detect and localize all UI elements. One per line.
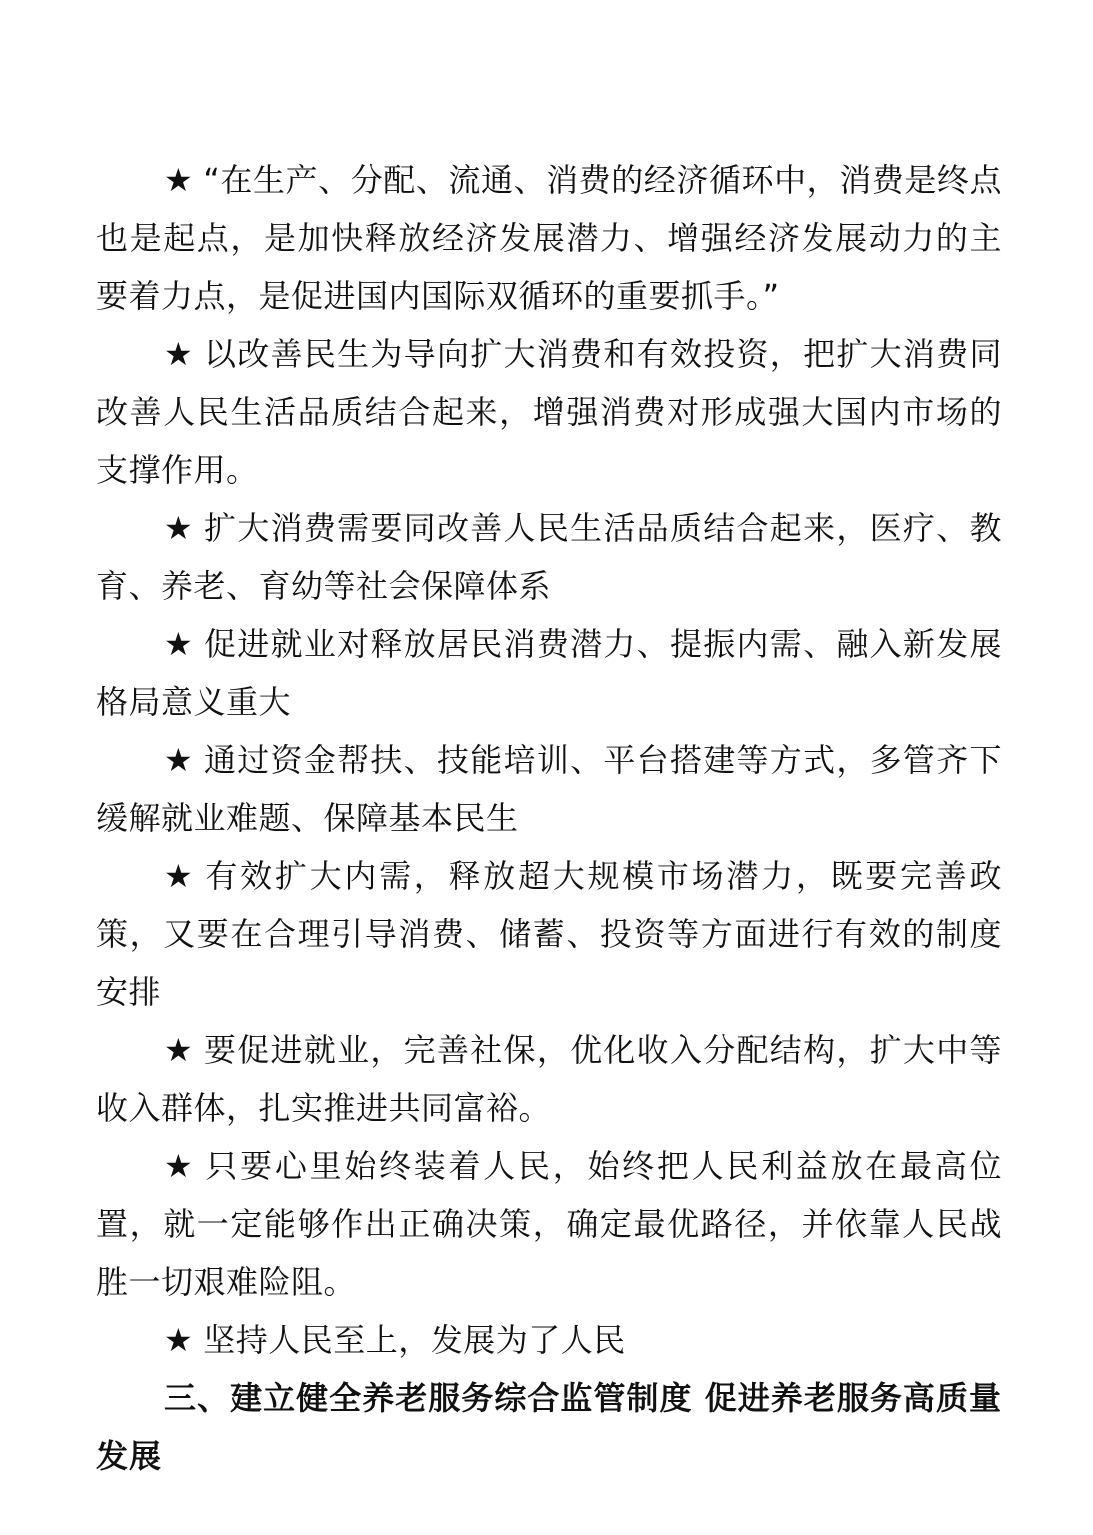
star-icon: ★ bbox=[164, 625, 194, 663]
section-heading: 三、建立健全养老服务综合监管制度 促进养老服务高质量发展 bbox=[96, 1379, 1002, 1475]
star-icon: ★ bbox=[164, 335, 194, 373]
star-icon: ★ bbox=[164, 1321, 194, 1359]
paragraph-text: 只要心里始终装着人民，始终把人民利益放在最高位置，就一定能够作出正确决策，确定最优路径，并依靠人民战胜一切艰难险阻。 bbox=[96, 1147, 1002, 1301]
bullet-paragraph-2 bbox=[96, 325, 1002, 499]
star-icon: ★ bbox=[164, 1147, 196, 1185]
paragraph-text: 通过资金帮扶、技能培训、平台搭建等方式，多管齐下缓解就业难题、保障基本民生 bbox=[96, 741, 1002, 837]
paragraph-text: 有效扩大内需，释放超大规模市场潜力，既要完善政策，又要在合理引导消费、储蓄、投资等方面进行有效的制度安排 bbox=[96, 857, 1002, 1011]
star-icon: ★ bbox=[164, 857, 196, 895]
paragraph-text: 以改善民生为导向扩大消费和有效投资，把扩大消费同改善人民生活品质结合起来，增强消费对形成强大国内市场的支撑作用。 bbox=[96, 335, 1002, 489]
star-icon: ★ bbox=[164, 741, 194, 779]
bullet-paragraph-1 bbox=[96, 151, 1002, 325]
paragraph-text: 扩大消费需要同改善人民生活品质结合起来，医疗、教育、养老、育幼等社会保障体系 bbox=[96, 509, 1002, 605]
bullet-paragraph-9 bbox=[96, 1311, 1002, 1369]
bullet-paragraph-8 bbox=[96, 1137, 1002, 1311]
bullet-paragraph-4 bbox=[96, 615, 1002, 731]
star-icon: ★ bbox=[164, 161, 194, 199]
bullet-paragraph-5 bbox=[96, 731, 1002, 847]
paragraph-text: 促进就业对释放居民消费潜力、提振内需、融入新发展格局意义重大 bbox=[96, 625, 1002, 721]
star-icon: ★ bbox=[164, 1031, 194, 1069]
paragraph-text: 要促进就业，完善社保，优化收入分配结构，扩大中等收入群体，扎实推进共同富裕。 bbox=[96, 1031, 1002, 1127]
document-page bbox=[96, 151, 1002, 1485]
paragraph-text: 坚持人民至上，发展为了人民 bbox=[203, 1321, 626, 1359]
bullet-paragraph-7 bbox=[96, 1021, 1002, 1137]
paragraph-text: “在生产、分配、流通、消费的经济循环中，消费是终点也是起点，是加快释放经济发展潜力、增强经济发展动力的主要着力点，是促进国内国际双循环的重要抓手。” bbox=[96, 161, 1002, 315]
bullet-paragraph-6 bbox=[96, 847, 1002, 1021]
bullet-paragraph-3 bbox=[96, 499, 1002, 615]
star-icon: ★ bbox=[164, 509, 194, 547]
